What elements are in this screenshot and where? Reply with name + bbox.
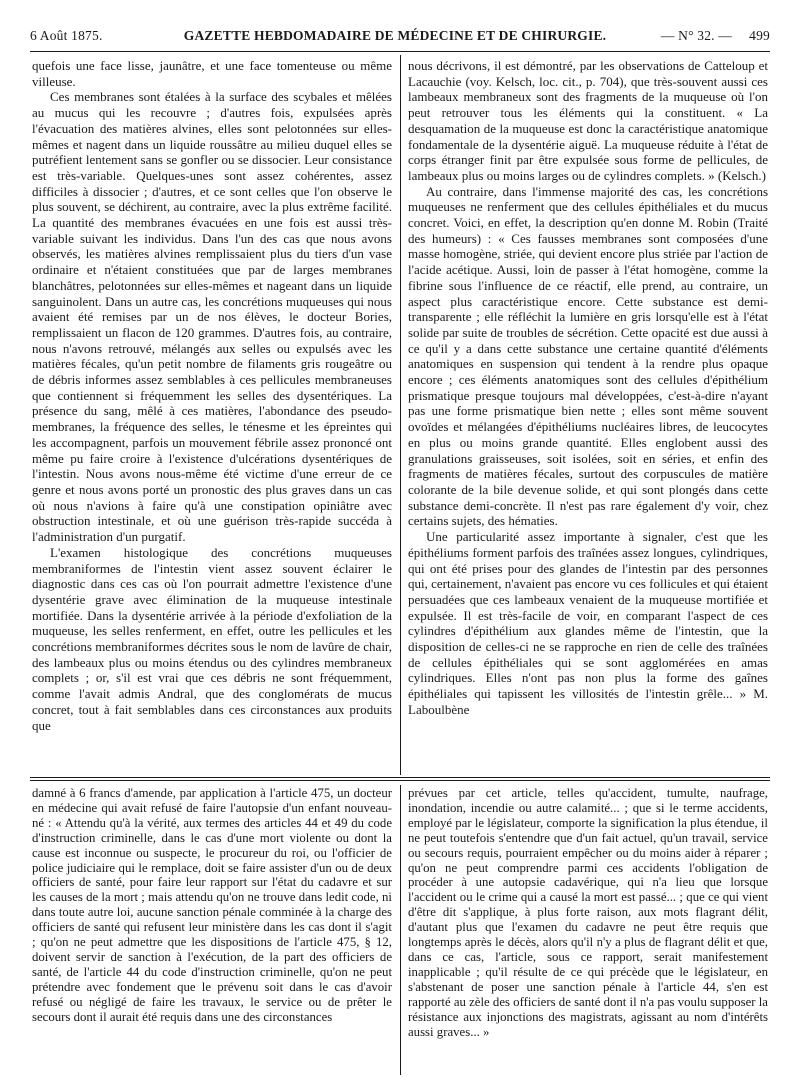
lower-right-column: [408, 786, 768, 1082]
column-divider-lower: [400, 785, 401, 1075]
issue-number: — N° 32. —: [660, 28, 732, 43]
paragraph: L'examen histologique des concrétions muqueuses membraniformes de l'intestin vient assez souvent éclairer le diagnostic dans ces cas où l'on pourrait admettre l'existence d'une dysentérie grave avec élimination de la muqueuse intestinale mortifiée. Dans la dysentérie arrivée à la période d'exfoliation de la muqueuse, les selles renferment, en effet, outre les pellicules et les concrétions membraniformes décrites sous le nom de lavûre de chair, des lambeaux plus ou moins étendus ou des cylindres membraneux complets ; or, s'il est vrai que ces débris ne sont fréquemment, comme l'avait admis Andral, que des conglomérats de mucus concret, tout à fait semblables dans ces circonstances aux produits que: [32, 544, 392, 733]
paragraph: quefois une face lisse, jaunâtre, et une face tomenteuse ou même villeuse.: [32, 58, 392, 89]
paragraph: Au contraire, dans l'immense majorité des cas, les concrétions muqueuses ne renferment que des cellules épithéliales et du mucus concret. Voici, en effet, la description qu'en donne M. Robin (Traité des humeurs) : « Ces fausses membranes sont composées d'une masse homogène, striée, qui devient encore plus striée par l'action de l'acide acétique. Aussi, loin de passer à l'état homogène, comme la fibrine sous l'influence de ce réactif, elle prend, au contraire, un aspect plus caractéristique encore. Cette substance est demi-transparente ; elle réfléchit la lumière en gris lorsqu'elle est à l'état solide par suite de troubles de sécrétion. Cette opacité est due aussi à ce qu'il y a dans cette substance une certaine quantité d'éléments anatomiques en suspension qui tendent à la rendre plus opaque encore ; ces éléments anatomiques sont des cellules d'épithélium prismatique presque toujours mal développées, c'est-à-dire n'ayant pas une forme prismatique bien nette ; elles sont même souvent ovoïdes et mélangées d'épithéliums nucléaires libres, de leucocytes en plus ou moins grande quantité. Elles englobent aussi des granulations graisseuses, soit isolées, soit en séries, et enfin des fragments de matières fécales, surtout des corpuscules de matière colorante de la bile devenue solide, et qui sont plongés dans cette substance demi-concrète. Il n'est pas rare également d'y voir, chez certains sujets, des hématies.: [408, 183, 768, 529]
paragraph: Ces membranes sont étalées à la surface des scybales et mêlées au mucus qui les recouvre ; d'autres fois, expulsées après l'évacuation des matières alvines, elles sont pelotonnées sur elles-mêmes et nagent dans un liquide roussâtre au milieu duquel elles se putréfient lentement sans se gonfler ou se dissocier. Leur consistance est très-variable. Quelques-unes sont assez cohérentes, assez difficiles à dissocier ; d'autres, et ce sont celles que l'on observe le plus souvent, se déchirent, au contraire, avec la plus extrême facilité. La quantité des membranes évacuées en une fois est aussi très-variable suivant les individus. Dans l'un des cas que nous avons observés, les matières alvines remplissaient plus du tiers d'un vase ordinaire et n'étaient constituées que par de larges membranes blanchâtres, pelotonnées sur elles-mêmes et nageant dans un liquide sanguinolent. Dans un autre cas, les concrétions muqueuses qui nous avaient été remises par un de nos élèves, le docteur Bories, remplissaient un flacon de 120 grammes. D'autres fois, au contraire, nous n'avons retrouvé, mélangés aux selles ou expulsés avec les matières fécales, qu'un petit nombre de filaments gris rougeâtre ou de débris informes assez semblables à ces pellicules membraneuses que contiennent si fréquemment les selles des dysentériques. La présence du sang, mêlé à ces matières, l'abondance des pseudo-membranes, la fréquence des selles, le ténesme et les épreintes qui les accompagnent, parfois un mouvement fébrile assez prononcé ont même pu faire croire à l'existence d'ulcérations dysentériques de l'intestin. Nous avons nous-même été victime d'une erreur de ce genre et nous avons porté un pronostic des plus graves dans un cas où nous n'avions à faire qu'à une constipation opiniâtre avec obstruction intestinale, et où une guérison très-rapide succéda à l'administration d'un purgatif.: [32, 89, 392, 545]
paragraph: prévues par cet article, telles qu'accident, tumulte, naufrage, inondation, incendie ou autre calamité... ; que si le terme accidents, employé par le législateur, comporte la signification la plus étendue, il ne peut toutefois s'entendre que d'un fait actuel, qu'un travail, service ou secours requis, pourraient empêcher ou du moins aider à réparer ; qu'on ne peut comprendre parmi ces accidents l'obligation de procéder à une autopsie cadavérique, qui n'a lieu que lorsque l'accident ou le crime qui a causé la mort est passé... ; que ce qui vient d'être dit s'applique, à plus forte raison, aux mots flagrant délit, d'autant plus que l'examen du cadavre ne peut être requis que longtemps après le décès, alors qu'il n'y a plus de flagrant délit et que, dans ce cas, l'article, sous ce rapport, serait manifestement inapplicable ; qu'il résulte de ce qui précède que le législateur, en s'abstenant de poser une sanction pénale à l'article 44, s'en est rapporté au zèle des officiers de santé dont il n'a pas voulu supposer la résistance aux injonctions des magistrats, agissant au nom d'intérêts aussi graves... »: [408, 786, 768, 1039]
page-number: 499: [749, 28, 770, 43]
header-rule: [30, 51, 770, 52]
paragraph: nous décrivons, il est démontré, par les observations de Catteloup et Lacauchie (voy. Kelsch, loc. cit., p. 704), que très-souvent aussi ces lambeaux membraneux sont des fragments de la muqueuse où l'on peut retrouver tous les éléments qui la constituent. « La desquamation de la muqueuse est donc la caractéristique anatomique fondamentale de la dysentérie aiguë. La muqueuse réduite à l'état de corps étranger finit par être expulsée sous forme de pellicules, de lambeaux plus ou moins larges ou de cylindres complets. » (Kelsch.): [408, 58, 768, 183]
column-divider-upper: [400, 55, 401, 775]
upper-left-column: [32, 58, 392, 774]
upper-right-column: [408, 58, 768, 774]
section-rule: [30, 777, 770, 778]
issue-date: 6 Août 1875.: [30, 28, 103, 43]
running-header: [30, 28, 770, 48]
paragraph: Une particularité assez importante à signaler, c'est que les épithéliums forment parfois des traînées assez longues, cylindriques, qui ont été prises pour des glandes de l'intestin par des personnes qui, certainement, n'avaient pas encore vu ces follicules et qui étaient persuadées que ces lambeaux venaient de la muqueuse mortifiée et expulsée. Il est très-facile de voir, en comparant l'aspect de ces cylindres d'épithélium aux glandes même de l'intestin, que la disposition de celles-ci ne se rapproche en rien de celle des traînées de cellules épithéliales qui se sont agglomérées en amas cylindriques. Elles n'ont pas non plus la forme des gaînes épithéliales qui tapissent les villosités de l'intestin grêle... » M. Laboulbène: [408, 529, 768, 717]
section-rule-double: [30, 780, 770, 781]
paragraph: damné à 6 francs d'amende, par application à l'article 475, un docteur en médecine qui avait refusé de faire l'autopsie d'un enfant nouveau-né : « Attendu qu'à la vérité, aux termes des articles 44 et 49 du code d'instruction criminelle, dans le cas d'une mort violente ou dont la cause est inconnue ou suspecte, le procureur du roi, ou l'officier de police judiciaire qui le remplace, doit se faire assister d'un ou de deux officiers de santé, pour faire leur rapport sur l'état du cadavre et sur les causes de la mort ; mais attendu qu'on ne trouve dans ledit code, ni dans toute autre loi, aucune sanction pénale comminée à la charge des officiers de santé qui refusent leur ministère dans les cas dont il s'agit ; qu'on ne peut admettre que les dispositions de l'article 475, § 12, doivent servir de sanction à l'exécution, de la part des officiers de santé, de l'article 44 du code d'instruction criminelle, qu'on ne peut prétendre avec fondement que le prévenu soit dans le cas d'avoir refusé ou négligé de faire les travaux, le service ou de prêter le secours dont il aurait été requis dans une des circonstances: [32, 786, 392, 1024]
lower-left-column: [32, 786, 392, 1082]
journal-title: GAZETTE HEBDOMADAIRE DE MÉDECINE ET DE CHIRURGIE.: [183, 28, 607, 43]
